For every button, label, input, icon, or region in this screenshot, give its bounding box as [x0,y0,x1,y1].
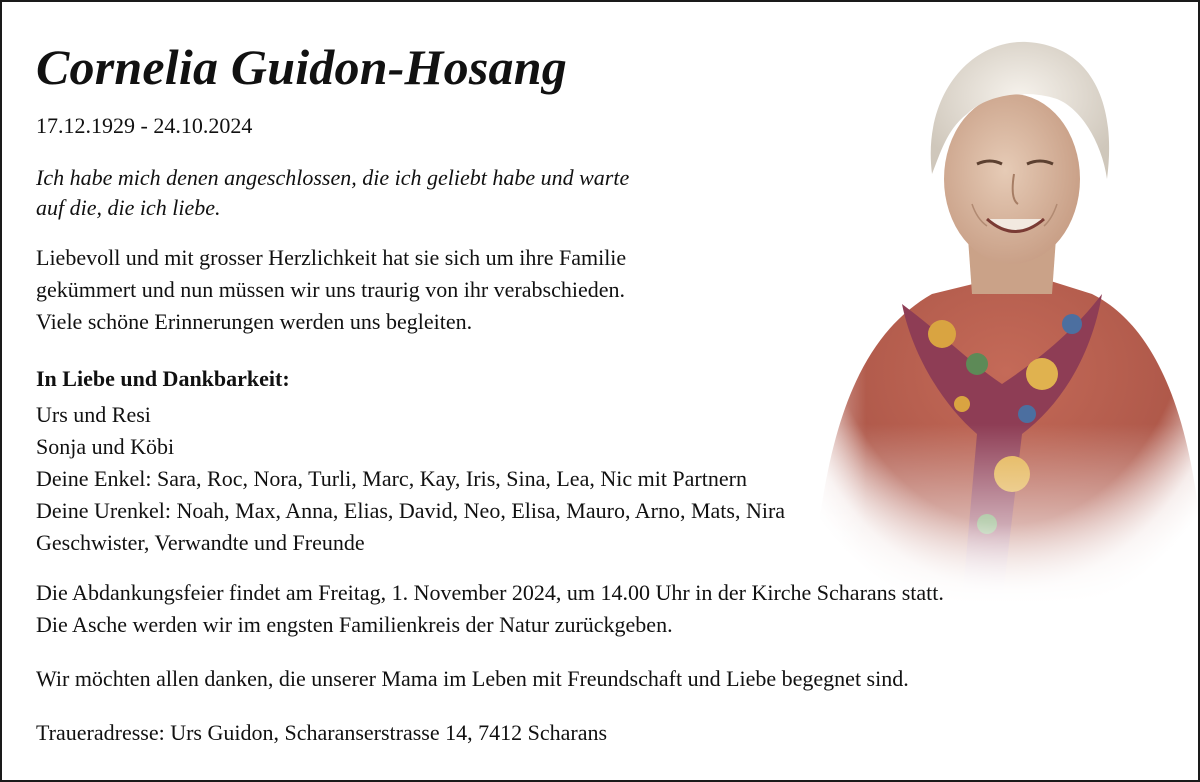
mourner-entry: Deine Enkel: Sara, Roc, Nora, Turli, Marc, Kay, Iris, Sina, Lea, Nic mit Partnern [36,466,747,491]
deceased-name: Cornelia Guidon-Hosang [36,39,567,95]
service-line: Die Asche werden wir im engsten Familienkreis der Natur zurückgeben. [36,612,673,637]
quote-line: Ich habe mich denen angeschlossen, die ich geliebt habe und warte [36,165,630,190]
mourners-list [36,399,1176,559]
quote-line: auf die, die ich liebe. [36,195,221,220]
tribute-paragraph [36,242,1176,338]
thanks-heading: In Liebe und Dankbarkeit: [36,366,290,391]
service-line: Die Abdankungsfeier findet am Freitag, 1. November 2024, um 14.00 Uhr in der Kirche Scharans statt. [36,580,944,605]
tribute-line: gekümmert und nun müssen wir uns traurig von ihr verabschieden. [36,277,625,302]
mourning-address: Traueradresse: Urs Guidon, Scharanserstrasse 14, 7412 Scharans [36,720,608,745]
notice-text [36,34,1176,749]
memorial-quote [36,163,796,223]
mourner-entry: Sonja und Köbi [36,434,175,459]
mourner-entry: Urs und Resi [36,402,151,427]
mourner-entry: Geschwister, Verwandte und Freunde [36,530,365,555]
tribute-line: Liebevoll und mit grosser Herzlichkeit hat sie sich um ihre Familie [36,245,627,270]
tribute-line: Viele schöne Erinnerungen werden uns begleiten. [36,309,473,334]
service-info [36,577,1176,641]
life-dates: 17.12.1929 - 24.10.2024 [36,113,253,138]
mourner-entry: Deine Urenkel: Noah, Max, Anna, Elias, David, Neo, Elisa, Mauro, Arno, Mats, Nira [36,498,786,523]
gratitude-note: Wir möchten allen danken, die unserer Mama im Leben mit Freundschaft und Liebe begegnet sind. [36,666,909,691]
